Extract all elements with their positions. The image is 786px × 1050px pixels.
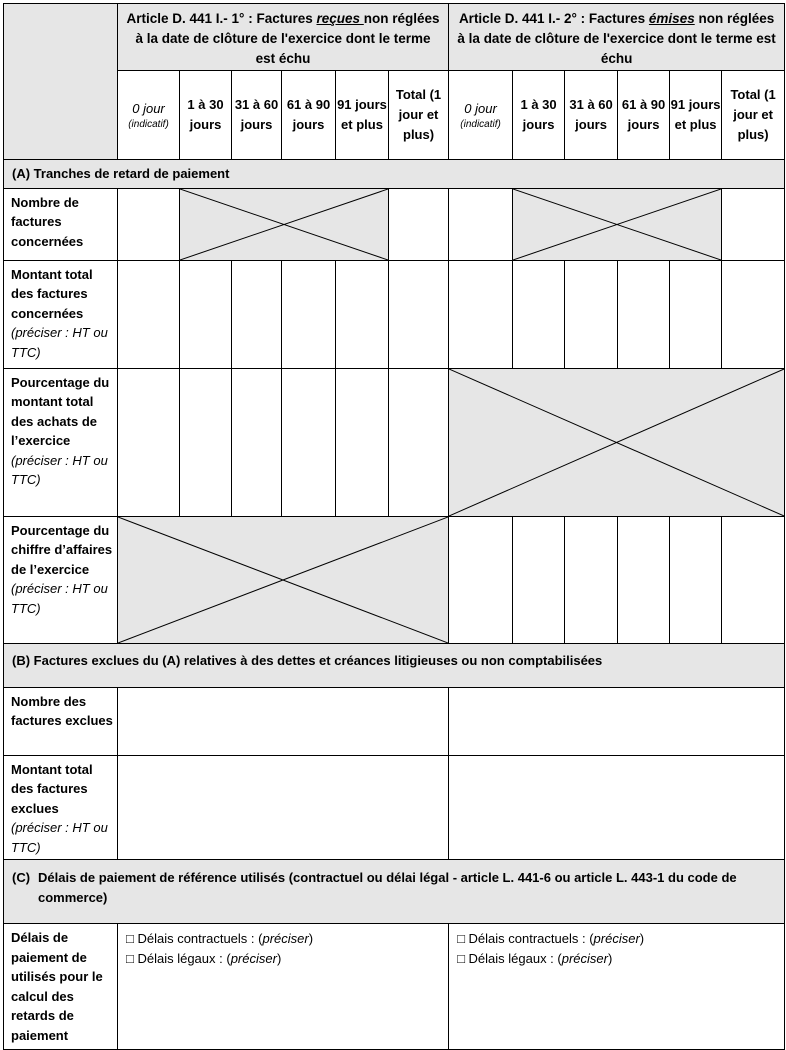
bucket-1-30-issued: 1 à 30 jours <box>513 71 565 160</box>
option-contractual-received[interactable]: □ Délais contractuels : (préciser) <box>126 931 314 946</box>
option-legal-issued[interactable]: □ Délais légaux : (préciser) <box>457 950 613 966</box>
cell-purchases-pct-1-30[interactable] <box>180 368 232 516</box>
cell-count-received-zero[interactable] <box>118 188 180 260</box>
section-a-title: (A) Tranches de retard de paiement <box>4 160 785 189</box>
option-legal-received[interactable]: □ Délais légaux : (préciser) <box>126 950 282 966</box>
cell-purchases-pct-31-60[interactable] <box>232 368 282 516</box>
crossed-out-count-issued <box>513 188 722 260</box>
cell-revenue-pct-61-90[interactable] <box>618 516 670 643</box>
cell-amount-received-1-30[interactable] <box>180 260 232 368</box>
row-label-revenue-percentage: Pourcentage du chiffre d’affaires de l’exercice (préciser : HT ou TTC) <box>4 516 118 643</box>
cell-excluded-count-received[interactable] <box>118 687 449 755</box>
bucket-91-plus-received: 91 jours et plus <box>336 71 389 160</box>
cell-excluded-count-issued[interactable] <box>449 687 785 755</box>
bucket-zero-received: 0 jour (indicatif) <box>118 71 180 160</box>
bucket-total-received: Total (1 jour et plus) <box>389 71 449 160</box>
cell-revenue-pct-1-30[interactable] <box>513 516 565 643</box>
cell-amount-received-total[interactable] <box>389 260 449 368</box>
section-b-title: (B) Factures exclues du (A) relatives à des dettes et créances litigieuses ou non comptabilisées <box>4 643 785 687</box>
payment-delay-table <box>3 3 785 1050</box>
row-label-total-amount: Montant total des factures concernées (préciser : HT ou TTC) <box>4 260 118 368</box>
row-label-excluded-count: Nombre des factures exclues <box>4 687 118 755</box>
row-label-payment-terms: Délais de paiement de utilisés pour le calcul des retards de paiement <box>4 924 118 1050</box>
bucket-total-issued: Total (1 jour et plus) <box>722 71 785 160</box>
bucket-31-60-issued: 31 à 60 jours <box>565 71 618 160</box>
cell-amount-issued-total[interactable] <box>722 260 785 368</box>
row-label-purchases-percentage: Pourcentage du montant total des achats de l’exercice (préciser : HT ou TTC) <box>4 368 118 516</box>
cell-amount-received-zero[interactable] <box>118 260 180 368</box>
cell-count-received-total[interactable] <box>389 188 449 260</box>
cell-purchases-pct-91-plus[interactable] <box>336 368 389 516</box>
bucket-61-90-issued: 61 à 90 jours <box>618 71 670 160</box>
option-contractual-issued[interactable]: □ Délais contractuels : (préciser) <box>457 931 645 946</box>
cell-purchases-pct-61-90[interactable] <box>282 368 336 516</box>
corner-cell <box>4 4 118 160</box>
cell-count-issued-zero[interactable] <box>449 188 513 260</box>
cell-amount-issued-61-90[interactable] <box>618 260 670 368</box>
crossed-out-count-received <box>180 188 389 260</box>
payment-terms-received <box>118 924 449 1050</box>
bucket-61-90-received: 61 à 90 jours <box>282 71 336 160</box>
section-c-title: (C) Délais de paiement de référence utilisés (contractuel ou délai légal - article L. 441-6 ou article L. 443-1 du code de commerce) <box>4 860 785 924</box>
cell-revenue-pct-zero[interactable] <box>449 516 513 643</box>
cell-amount-received-91-plus[interactable] <box>336 260 389 368</box>
cell-purchases-pct-zero[interactable] <box>118 368 180 516</box>
bucket-zero-issued: 0 jour (indicatif) <box>449 71 513 160</box>
row-label-excluded-amount: Montant total des factures exclues (préciser : HT ou TTC) <box>4 755 118 860</box>
cell-excluded-amount-received[interactable] <box>118 755 449 860</box>
cell-amount-issued-31-60[interactable] <box>565 260 618 368</box>
cell-revenue-pct-total[interactable] <box>722 516 785 643</box>
header-issued-invoices: Article D. 441 I.- 2° : Factures émises non réglées à la date de clôture de l'exercice dont le terme est échu <box>449 4 785 71</box>
cell-amount-issued-zero[interactable] <box>449 260 513 368</box>
crossed-out-revenue-received <box>118 516 449 643</box>
header-received-emphasis: reçues <box>316 11 364 26</box>
row-label-invoice-count: Nombre de factures concernées <box>4 188 118 260</box>
cell-amount-received-31-60[interactable] <box>232 260 282 368</box>
header-issued-emphasis: émises <box>648 11 695 26</box>
crossed-out-purchases-issued <box>449 368 785 516</box>
cell-amount-issued-1-30[interactable] <box>513 260 565 368</box>
cell-excluded-amount-issued[interactable] <box>449 755 785 860</box>
cell-revenue-pct-31-60[interactable] <box>565 516 618 643</box>
header-received-invoices: Article D. 441 I.- 1° : Factures reçues non réglées à la date de clôture de l'exercice dont le terme est échu <box>118 4 449 71</box>
bucket-91-plus-issued: 91 jours et plus <box>670 71 722 160</box>
bucket-31-60-received: 31 à 60 jours <box>232 71 282 160</box>
cell-purchases-pct-total[interactable] <box>389 368 449 516</box>
cell-count-issued-total[interactable] <box>722 188 785 260</box>
cell-revenue-pct-91-plus[interactable] <box>670 516 722 643</box>
cell-amount-received-61-90[interactable] <box>282 260 336 368</box>
payment-terms-issued <box>449 924 785 1050</box>
bucket-1-30-received: 1 à 30 jours <box>180 71 232 160</box>
cell-amount-issued-91-plus[interactable] <box>670 260 722 368</box>
